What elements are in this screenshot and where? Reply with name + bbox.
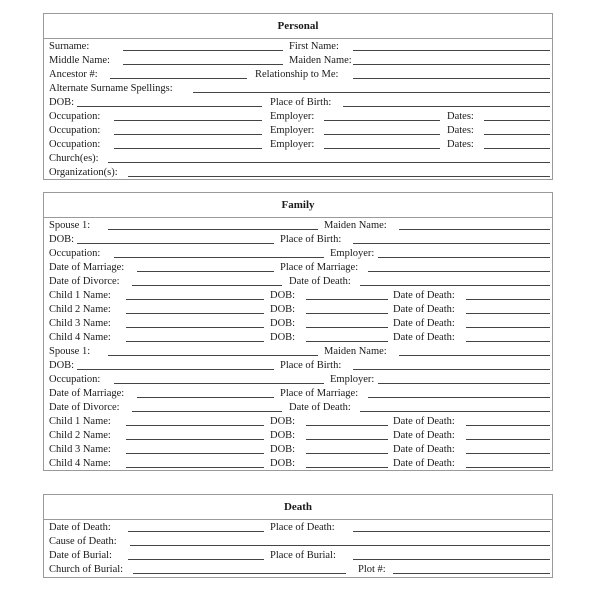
child-date-of-death-field[interactable] [466,327,550,328]
churches-row [44,152,552,165]
surname-label: Surname: [49,41,90,52]
spouse-dob-field[interactable] [77,369,274,370]
place-of-marriage-field[interactable] [368,271,550,272]
child-name-label: Child 1 Name: [49,416,111,427]
place-of-burial-field[interactable] [353,559,550,560]
spouse-dob-field[interactable] [77,243,274,244]
spouse-employer-label: Employer: [330,248,375,259]
spouse-place-of-birth-label: Place of Birth: [280,234,342,245]
child-name-field[interactable] [126,313,264,314]
spouse-dob-row [44,233,552,246]
child-dob-label: DOB: [270,458,296,469]
church-burial-row [44,563,552,576]
place-of-marriage-field[interactable] [368,397,550,398]
occupation-label: Occupation: [49,125,101,136]
spouse-maiden-name-label: Maiden Name: [324,346,387,357]
personal-title: Personal [44,14,552,39]
organizations-row [44,166,552,179]
child-date-of-death-label: Date of Death: [393,332,455,343]
child-row [44,317,552,330]
child-dob-field[interactable] [306,425,388,426]
church-of-burial-field[interactable] [133,573,346,574]
occupation-label: Occupation: [49,139,101,150]
spouse-date-of-death-field[interactable] [360,285,550,286]
child-date-of-death-label: Date of Death: [393,290,455,301]
dates-label: Dates: [447,139,474,150]
child-date-of-death-label: Date of Death: [393,444,455,455]
child-dob-field[interactable] [306,341,388,342]
ancestor-number-label: Ancestor #: [49,69,98,80]
family-section [43,192,553,471]
date-of-divorce-field[interactable] [132,411,282,412]
first-name-label: First Name: [289,41,339,52]
spouse-label: Spouse 1: [49,346,91,357]
surname-row [44,40,552,53]
occupation-row [44,124,552,137]
cause-of-death-field[interactable] [130,545,550,546]
divorce-row [44,401,552,414]
child-name-label: Child 3 Name: [49,318,111,329]
child-name-label: Child 4 Name: [49,332,111,343]
place-of-birth-label: Place of Birth: [270,97,332,108]
date-of-death-label: Date of Death: [49,522,111,533]
child-date-of-death-field[interactable] [466,453,550,454]
date-of-burial-label: Date of Burial: [49,550,112,561]
spouse-employer-field[interactable] [378,383,550,384]
occupation-label: Occupation: [49,111,101,122]
marriage-row [44,387,552,400]
date-of-marriage-label: Date of Marriage: [49,262,125,273]
spouse-maiden-name-field[interactable] [399,355,550,356]
cause-row [44,535,552,548]
child-name-field[interactable] [126,453,264,454]
place-of-death-label: Place of Death: [270,522,335,533]
employer-label: Employer: [270,139,315,150]
child-dob-label: DOB: [270,318,296,329]
spouse-field[interactable] [108,355,318,356]
marriage-row [44,261,552,274]
dates-label: Dates: [447,111,474,122]
spouse-date-of-death-field[interactable] [360,411,550,412]
plot-number-field[interactable] [393,573,550,574]
child-row [44,331,552,344]
date-of-divorce-label: Date of Divorce: [49,402,120,413]
child-date-of-death-label: Date of Death: [393,318,455,329]
child-dob-label: DOB: [270,430,296,441]
ancestor-number-field[interactable] [110,78,247,79]
spouse-occupation-row [44,247,552,260]
occupation-field[interactable] [114,134,262,135]
child-row [44,443,552,456]
child-dob-label: DOB: [270,304,296,315]
child-name-field[interactable] [126,425,264,426]
spouse-dob-row [44,359,552,372]
death-section [43,494,553,578]
spouse-row [44,345,552,358]
employer-field[interactable] [324,148,440,149]
middle-name-field[interactable] [123,64,283,65]
child-dob-label: DOB: [270,416,296,427]
spouse-maiden-name-field[interactable] [399,229,550,230]
date-of-marriage-label: Date of Marriage: [49,388,125,399]
child-date-of-death-field[interactable] [466,313,550,314]
organizations-field[interactable] [128,176,550,177]
child-date-of-death-field[interactable] [466,439,550,440]
spouse-occupation-label: Occupation: [49,248,101,259]
dates-label: Dates: [447,125,474,136]
dates-field[interactable] [484,120,550,121]
date-of-divorce-label: Date of Divorce: [49,276,120,287]
child-date-of-death-field[interactable] [466,299,550,300]
child-dob-field[interactable] [306,327,388,328]
child-dob-label: DOB: [270,290,296,301]
middle-name-row [44,54,552,67]
place-of-birth-field[interactable] [343,106,550,107]
cause-of-death-label: Cause of Death: [49,536,117,547]
spouse-place-of-birth-label: Place of Birth: [280,360,342,371]
spouse-field[interactable] [108,229,318,230]
dates-field[interactable] [484,134,550,135]
child-dob-field[interactable] [306,453,388,454]
dob-field[interactable] [77,106,262,107]
surname-field[interactable] [123,50,283,51]
dob-row [44,96,552,109]
spouse-occupation-field[interactable] [114,383,324,384]
burial-row [44,549,552,562]
relationship-field[interactable] [353,78,550,79]
child-row [44,415,552,428]
child-dob-field[interactable] [306,313,388,314]
child-name-field[interactable] [126,327,264,328]
child-date-of-death-label: Date of Death: [393,416,455,427]
child-name-field[interactable] [126,467,264,468]
alt-surname-label: Alternate Surname Spellings: [49,83,173,94]
child-name-label: Child 2 Name: [49,304,111,315]
child-date-of-death-field[interactable] [466,341,550,342]
spouse-occupation-label: Occupation: [49,374,101,385]
relationship-label: Relationship to Me: [255,69,339,80]
spouse-employer-label: Employer: [330,374,375,385]
spouse-date-of-death-label: Date of Death: [289,276,351,287]
organizations-label: Organization(s): [49,167,118,178]
date-of-divorce-field[interactable] [132,285,282,286]
alt-surname-field[interactable] [193,92,550,93]
church-of-burial-label: Church of Burial: [49,564,124,575]
occupation-field[interactable] [114,148,262,149]
child-date-of-death-label: Date of Death: [393,458,455,469]
child-dob-label: DOB: [270,332,296,343]
date-of-marriage-field[interactable] [137,271,274,272]
spouse-place-of-birth-field[interactable] [353,369,550,370]
death-date-row [44,521,552,534]
middle-name-label: Middle Name: [49,55,110,66]
date-of-death-field[interactable] [128,531,264,532]
plot-number-label: Plot #: [358,564,386,575]
date-of-marriage-field[interactable] [137,397,274,398]
first-name-field[interactable] [353,50,550,51]
churches-field[interactable] [108,162,550,163]
maiden-name-field[interactable] [353,64,550,65]
child-name-label: Child 4 Name: [49,458,111,469]
spouse-maiden-name-label: Maiden Name: [324,220,387,231]
spouse-label: Spouse 1: [49,220,91,231]
child-row [44,429,552,442]
child-name-field[interactable] [126,341,264,342]
place-of-burial-label: Place of Burial: [270,550,336,561]
spouse-dob-label: DOB: [49,360,75,371]
child-dob-field[interactable] [306,467,388,468]
child-name-field[interactable] [126,439,264,440]
spouse-employer-field[interactable] [378,257,550,258]
occupation-field[interactable] [114,120,262,121]
child-date-of-death-label: Date of Death: [393,304,455,315]
child-name-label: Child 2 Name: [49,430,111,441]
spouse-date-of-death-label: Date of Death: [289,402,351,413]
employer-label: Employer: [270,111,315,122]
child-date-of-death-field[interactable] [466,467,550,468]
employer-field[interactable] [324,120,440,121]
alt-surname-row [44,82,552,95]
dob-label: DOB: [49,97,75,108]
child-date-of-death-label: Date of Death: [393,430,455,441]
personal-section [43,13,553,180]
ancestor-row [44,68,552,81]
death-title: Death [44,495,552,520]
child-name-label: Child 1 Name: [49,290,111,301]
spouse-occupation-row [44,373,552,386]
date-of-burial-field[interactable] [128,559,264,560]
child-dob-label: DOB: [270,444,296,455]
employer-label: Employer: [270,125,315,136]
child-row [44,289,552,302]
family-title: Family [44,193,552,218]
divorce-row [44,275,552,288]
place-of-marriage-label: Place of Marriage: [280,388,359,399]
dates-field[interactable] [484,148,550,149]
employer-field[interactable] [324,134,440,135]
child-name-label: Child 3 Name: [49,444,111,455]
place-of-marriage-label: Place of Marriage: [280,262,359,273]
child-dob-field[interactable] [306,299,388,300]
maiden-name-label: Maiden Name: [289,55,352,66]
churches-label: Church(es): [49,153,99,164]
child-date-of-death-field[interactable] [466,425,550,426]
occupation-row [44,110,552,123]
child-dob-field[interactable] [306,439,388,440]
spouse-dob-label: DOB: [49,234,75,245]
place-of-death-field[interactable] [353,531,550,532]
child-row [44,303,552,316]
spouse-occupation-field[interactable] [114,257,324,258]
spouse-row [44,219,552,232]
child-row [44,457,552,470]
child-name-field[interactable] [126,299,264,300]
spouse-place-of-birth-field[interactable] [353,243,550,244]
occupation-row [44,138,552,151]
